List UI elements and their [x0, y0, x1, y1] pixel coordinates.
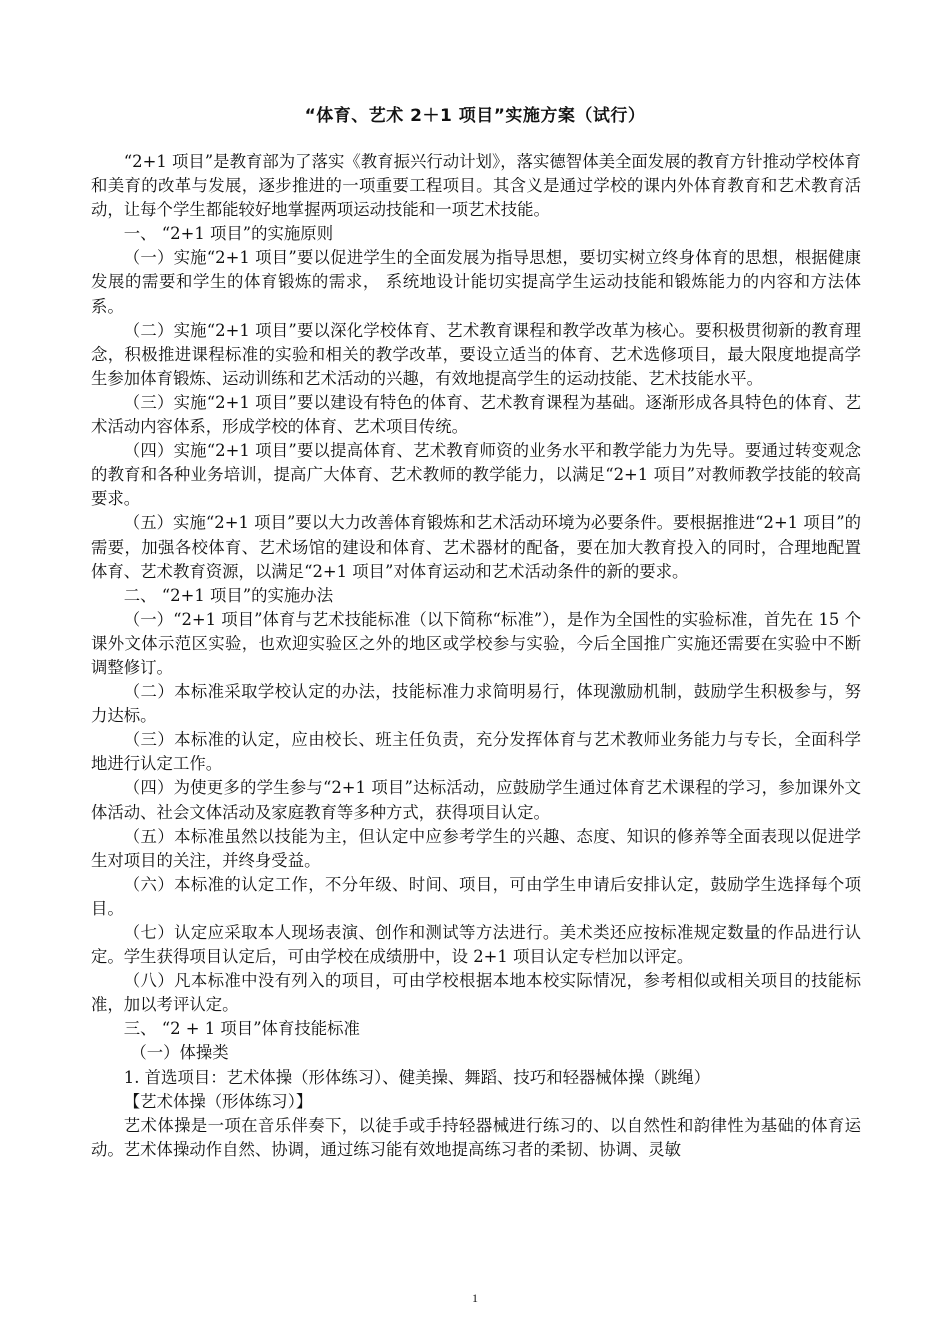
section-2-item: （一）“2+1 项目”体育与艺术技能标准（以下简称“标准”），是作为全国性的实验标准，首先在 15 个课外文体示范区实验，也欢迎实验区之外的地区或学校参与实验，今后全国推广实施还需要在实验中不断调整修订。 [91, 609, 861, 677]
section-1-item: （五）实施“2+1 项目”要以大力改善体育锻炼和艺术活动环境为必要条件。要根据推进“2+1 项目”的需要，加强各校体育、艺术场馆的建设和体育、艺术器材的配备，要在加大教育投入的同时，合理地配置体育、艺术教育资源，以满足“2+1 项目”对体育运动和艺术活动条件的新的要求。 [91, 513, 861, 581]
item-title: 【艺术体操（形体练习）】 [123, 1091, 313, 1111]
section-2-item: （八）凡本标准中没有列入的项目，可由学校根据本地本校实际情况，参考相似或相关项目的技能标准，加以考评认定。 [91, 971, 861, 1015]
section-2-item: （二）本标准采取学校认定的办法，技能标准力求简明易行，体现激励机制，鼓励学生积极参与，努力达标。 [91, 682, 861, 726]
section-2-item: （六）本标准的认定工作，不分年级、时间、项目，可由学生申请后安排认定，鼓励学生选择每个项目。 [91, 874, 861, 918]
section-1-item: （二）实施“2+1 项目”要以深化学校体育、艺术教育课程和教学改革为核心。要积极贯彻新的教育理念，积极推进课程标准的实验和相关的教学改革，要设立适当的体育、艺术选修项目，最大限度地提高学生参加体育锻炼、运动训练和艺术活动的兴趣，有效地提高学生的运动技能、艺术技能水平。 [91, 320, 861, 388]
section-1-heading: 一、 “2+1 项目”的实施原则 [123, 224, 334, 244]
section-1-item: （三）实施“2+1 项目”要以建设有特色的体育、艺术教育课程为基础。逐渐形成各具特色的体育、艺术活动内容体系，形成学校的体育、艺术项目传统。 [91, 392, 861, 437]
intro-paragraph: “2+1 项目”是教育部为了落实《教育振兴行动计划》，落实德智体美全面发展的教育方针推动学校体育和美育的改革与发展，逐步推进的一项重要工程项目。其含义是通过学校的课内外体育教育和艺术教育活动，让每个学生都能较好地掌握两项运动技能和一项艺术技能。 [91, 152, 861, 220]
page-title: “体育、艺术 2＋1 项目”实施方案（试行） [304, 106, 646, 126]
section-2-item: （五）本标准虽然以技能为主，但认定中应参考学生的兴趣、态度、知识的修养等全面表现以促进学生对项目的关注，并终身受益。 [91, 826, 861, 870]
section-2-item: （四）为使更多的学生参与“2+1 项目”达标活动，应鼓励学生通过体育艺术课程的学习，参加课外文体活动、社会文体活动及家庭教育等多种方式，获得项目认定。 [91, 778, 861, 822]
item-description: 艺术体操是一项在音乐伴奏下，以徒手或手持轻器械进行练习的、以自然性和韵律性为基础的体育运动。艺术体操动作自然、协调，通过练习能有效地提高练习者的柔韧、协调、灵敏 [91, 1115, 861, 1159]
page-number: 1 [472, 1291, 478, 1305]
section-3-heading: 三、 “2 + 1 项目”体育技能标准 [123, 1019, 360, 1039]
section-1-item: （四）实施“2+1 项目”要以提高体育、艺术教育师资的业务水平和教学能力为先导。要通过转变观念的教育和各种业务培训，提高广大体育、艺术教师的教学能力，以满足“2+1 项目”对教师教学技能的较高要求。 [91, 441, 861, 509]
section-2-heading: 二、 “2+1 项目”的实施办法 [123, 585, 334, 605]
section-1-item: （一）实施“2+1 项目”要以促进学生的全面发展为指导思想，要切实树立终身体育的思想，根据健康发展的需要和学生的体育锻炼的需求， 系统地设计能切实提高学生运动技能和锻炼能力的内容和方法体系。 [91, 248, 861, 316]
section-2-item: （三）本标准的认定，应由校长、班主任负责，充分发挥体育与艺术教师业务能力与专长，全面科学地进行认定工作。 [91, 730, 861, 774]
document-body [91, 150, 861, 1162]
first-choice-items: 1. 首选项目：艺术体操（形体练习）、健美操、舞蹈、技巧和轻器械体操（跳绳） [123, 1067, 711, 1087]
section-2-item: （七）认定应采取本人现场表演、创作和测试等方法进行。美术类还应按标准规定数量的作品进行认定。学生获得项目认定后，可由学校在成绩册中，设 2+1 项目认定专栏加以评定。 [91, 923, 861, 967]
section-3-sub-heading: （一）体操类 [130, 1043, 229, 1063]
